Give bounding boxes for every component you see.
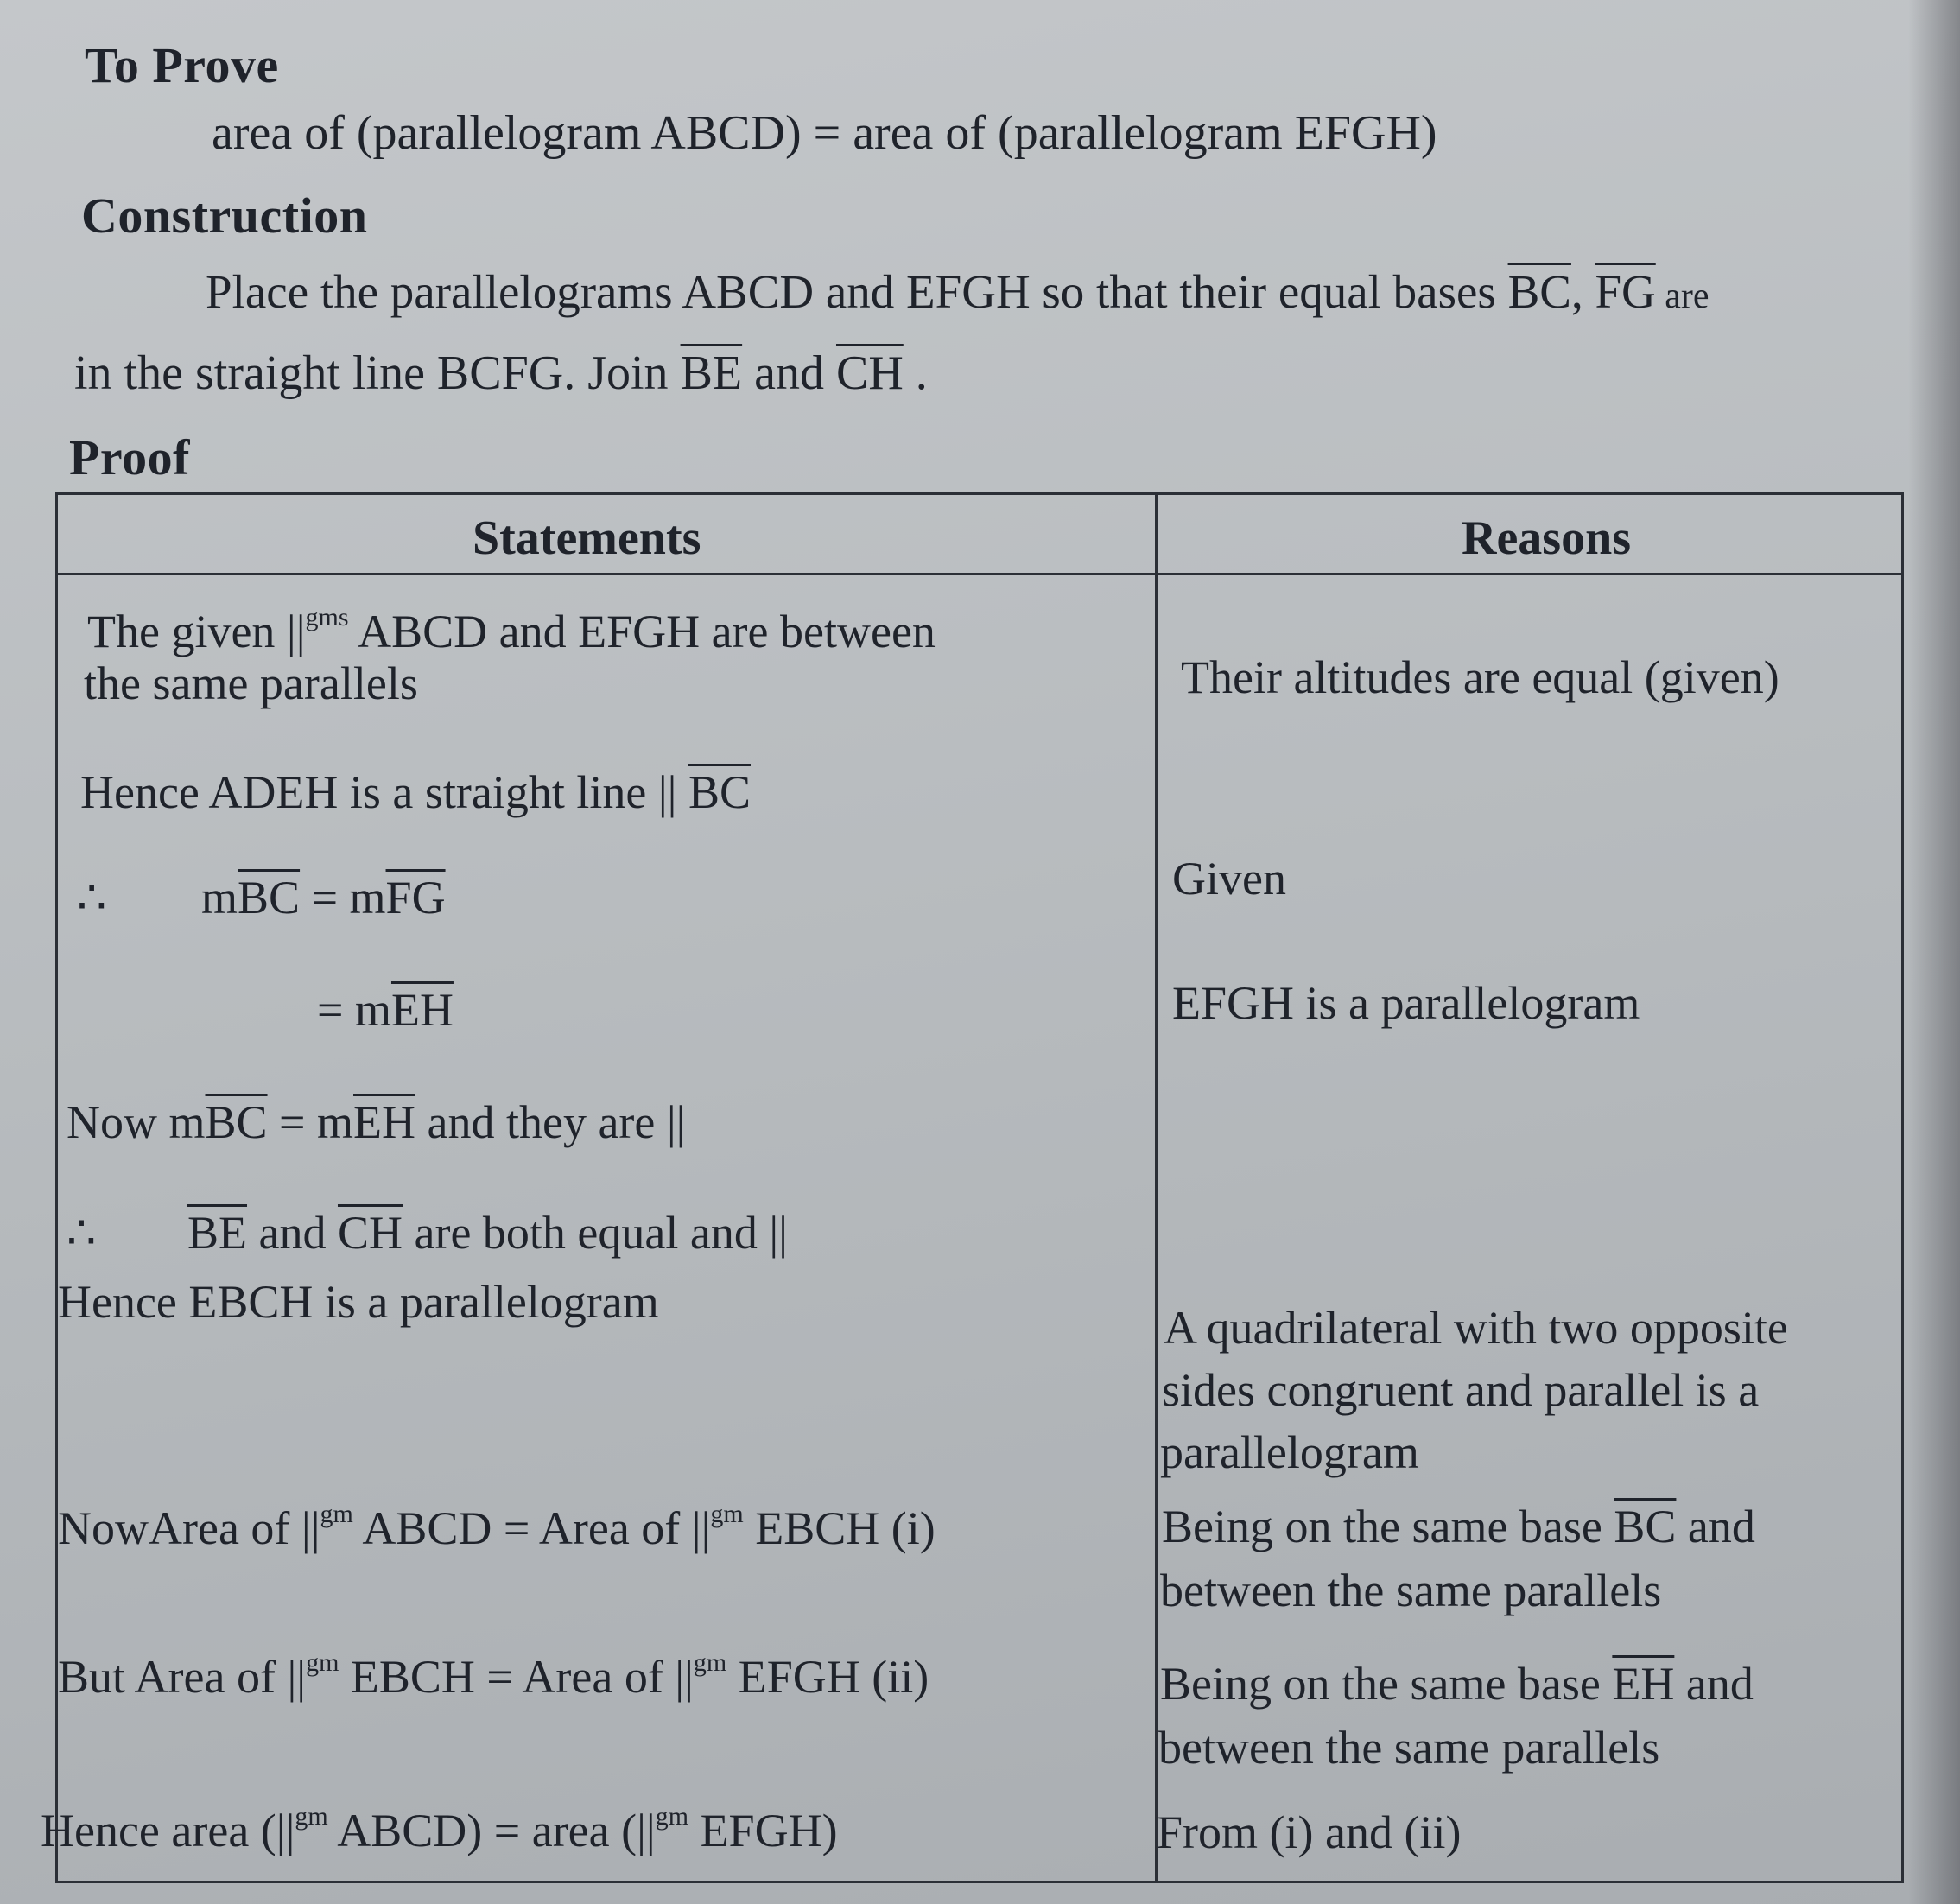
statement-7: Hence EBCH is a parallelogram (58, 1276, 659, 1328)
segment-bc: $\overline{BC}$ (238, 872, 301, 923)
construction-line-2 (74, 346, 928, 401)
therefore-symbol: ∴ (67, 1207, 97, 1259)
superscript: gm (655, 1802, 689, 1831)
statement-text: ABCD) = area (|| (327, 1805, 656, 1856)
statements-header: Statements (473, 511, 701, 565)
superscript: gm (306, 1648, 339, 1677)
statement-text: Hence ADEH is a straight line || (80, 766, 688, 818)
statement-2 (80, 761, 751, 823)
statement-text: But Area of || (58, 1651, 307, 1703)
statement-text: are both equal and || (403, 1207, 788, 1259)
segment-eh: $\overline{EH}$ (1612, 1658, 1675, 1710)
construction-heading: Construction (81, 187, 368, 244)
statement-text: ABCD = Area of || (352, 1502, 711, 1554)
superscript: gm (693, 1648, 727, 1677)
reason-text: Being on the same base (1162, 1501, 1614, 1552)
construction-text: in the straight line BCFG. Join (74, 346, 681, 400)
reason-text: and (1674, 1658, 1754, 1710)
reason-4: EFGH is a parallelogram (1172, 977, 1640, 1029)
column-divider (1155, 495, 1158, 1881)
superscript: gm (710, 1500, 744, 1528)
statement-text: Hence area (|| (41, 1805, 295, 1856)
segment-bc: $\overline{BC}$ (1507, 265, 1571, 318)
statement-text: and they are || (415, 1096, 686, 1148)
reason-text: Being on the same base (1160, 1658, 1613, 1710)
segment-be: $\overline{BE}$ (680, 346, 743, 400)
statement-text: EFGH (ii) (726, 1651, 929, 1703)
statement-8 (58, 1488, 936, 1559)
statement-9 (58, 1637, 929, 1708)
to-prove-statement: area of (parallelogram ABCD) = area of (parallelogram EFGH) (212, 106, 1437, 160)
construction-line-1 (206, 264, 1709, 319)
statement-text: The given || (87, 606, 306, 657)
statement-5 (67, 1091, 685, 1153)
superscript: gm (295, 1802, 328, 1831)
segment-be: $\overline{BE}$ (187, 1207, 248, 1259)
segment-fg: $\overline{FG}$ (385, 872, 446, 923)
segment-ch: $\overline{CH}$ (835, 346, 904, 400)
segment-eh: $\overline{EH}$ (390, 984, 454, 1036)
proof-table (41, 492, 1904, 1883)
statement-4 (317, 979, 454, 1041)
statement-1-line-2: the same parallels (84, 657, 418, 709)
reason-9-line-1 (1160, 1653, 1754, 1715)
reason-3: Given (1172, 853, 1286, 904)
statement-6 (187, 1202, 788, 1264)
statement-text: EBCH (i) (743, 1502, 936, 1554)
proof-heading: Proof (69, 429, 190, 486)
segment-eh: $\overline{EH}$ (353, 1096, 415, 1148)
segment-bc: $\overline{BC}$ (1614, 1501, 1677, 1552)
period: . (903, 346, 928, 400)
superscript: gm (320, 1500, 353, 1528)
reason-8-line-1 (1162, 1495, 1755, 1558)
segment-ch: $\overline{CH}$ (337, 1207, 403, 1259)
reason-7-line-3: parallelogram (1160, 1426, 1419, 1478)
reason-1: Their altitudes are equal (given) (1181, 651, 1779, 703)
page-edge-shadow (1908, 0, 1960, 1904)
statement-3 (201, 866, 446, 929)
reason-8-line-2: between the same parallels (1160, 1564, 1662, 1616)
reason-7-line-1: A quadrilateral with two opposite (1164, 1302, 1788, 1354)
and-word: and (247, 1207, 338, 1259)
equals-m: = m (300, 872, 386, 923)
equals-m: = m (317, 984, 391, 1036)
reasons-header: Reasons (1462, 511, 1632, 565)
statement-text: ABCD and EFGH are between (348, 606, 936, 657)
segment-bc: $\overline{BC}$ (205, 1096, 268, 1148)
header-divider (58, 573, 1901, 575)
and-word: and (742, 346, 836, 400)
therefore-symbol: ∴ (77, 872, 107, 923)
statement-text: Now m (67, 1096, 206, 1148)
comma: , (1570, 265, 1595, 318)
reason-7-line-2: sides congruent and parallel is a (1162, 1364, 1760, 1416)
construction-text: Place the parallelograms ABCD and EFGH so that their equal bases (206, 265, 1508, 318)
to-prove-heading: To Prove (85, 37, 279, 93)
statement-text: EFGH) (688, 1805, 838, 1856)
equals-m: = m (267, 1096, 354, 1148)
segment-bc: $\overline{BC}$ (688, 766, 751, 818)
statement-10 (41, 1791, 838, 1862)
superscript: gms (305, 603, 349, 631)
measure-m: m (201, 872, 238, 923)
construction-text-end: are (1655, 276, 1709, 316)
statement-text: EBCH = Area of || (339, 1651, 694, 1703)
reason-text: and (1676, 1501, 1755, 1552)
reason-9-line-2: between the same parallels (1158, 1722, 1660, 1774)
segment-fg: $\overline{FG}$ (1595, 265, 1656, 318)
statement-text: NowArea of || (58, 1502, 320, 1554)
reason-10: From (i) and (ii) (1157, 1806, 1462, 1858)
